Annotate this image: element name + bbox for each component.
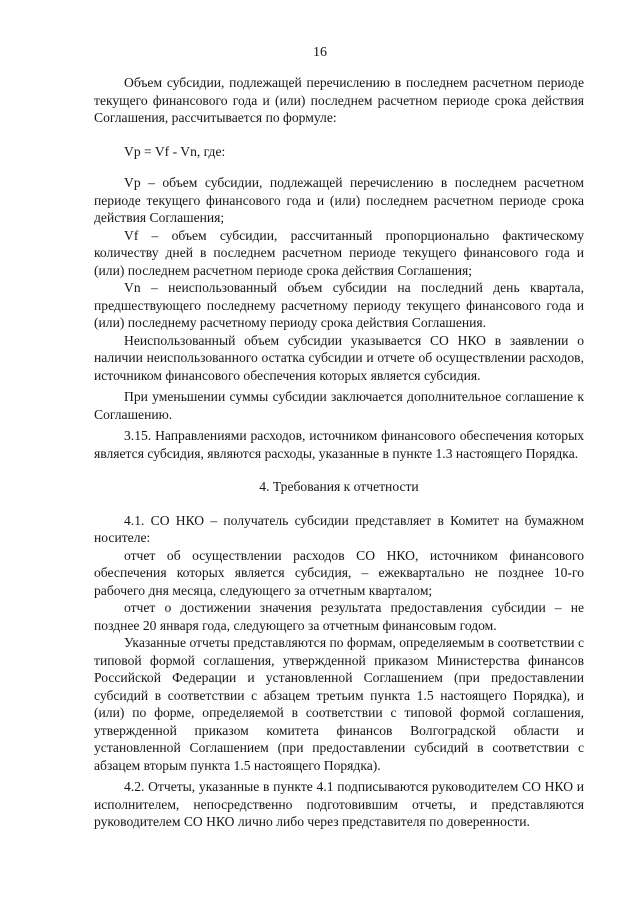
formula: Vp = Vf - Vn, где: (124, 143, 226, 159)
paragraph-unused-volume: Неиспользованный объем субсидии указывается СО НКО в заявлении о наличии неиспользованного остатка субсидии и отчете об осуществлении расходов, источником финансового обеспечения которых является субсидия. (94, 332, 584, 383)
paragraph-3-15: 3.15. Направлениями расходов, источником финансового обеспечения которых является субсидия, являются расходы, указанные в пункте 1.3 настоящего Порядка. (94, 428, 584, 461)
document-body (94, 74, 584, 831)
paragraph-4-2: 4.2. Отчеты, указанные в пункте 4.1 подписываются руководителем СО НКО и исполнителем, непосредственно подготовившим отчеты, и представляются руководителем СО НКО лично либо через представителя по доверенности. (94, 779, 584, 829)
paragraph-expense-report: отчет об осуществлении расходов СО НКО, источником финансового обеспечения которых является субсидия, – ежеквартально не позднее 10-го рабочего дня месяца, следующего за отчетным кварталом; (94, 547, 584, 598)
paragraph-subsidy-volume: Объем субсидии, подлежащей перечислению в последнем расчетном периоде текущего финансового года и (или) последнем расчетном периоде срока действия Соглашения, рассчитывается по формуле: (94, 75, 584, 125)
section-heading: 4. Требования к отчетности (259, 479, 419, 494)
paragraph-reduction: При уменьшении суммы субсидии заключается дополнительное соглашение к Соглашению. (94, 389, 584, 422)
paragraph-vf-definition: Vf – объем субсидии, рассчитанный пропорционально фактическому количеству дней в последнем расчетном периоде текущего финансового года и (или) последнем расчетном периоде срока действия Соглашения; (94, 227, 584, 278)
paragraph-result-report: отчет о достижении значения результата предоставления субсидии – не позднее 20 января года, следующего за отчетным финансовым годом. (94, 600, 584, 633)
paragraph-vn-definition: Vn – неиспользованный объем субсидии на последний день квартала, предшествующего последнему расчетному периоду текущего финансового года и (или) последнему расчетному периоду срока действия Соглашения. (94, 280, 584, 330)
paragraph-report-forms: Указанные отчеты представляются по формам, определяемым в соответствии с типовой формой соглашения, утвержденной приказом Министерства финансов Российской Федерации и установленной Соглашением (при предоставлении субсидий в соответствии с абзацем третьим пункта 1.5 настоящего Порядка), и (или) по форме, определяемой в соответствии с типовой формой соглашения, утвержденной приказом комитета финансов Волгоградской области и установленной Соглашением (при предоставлении субсидий в соответствии с абзацем вторым пункта 1.5 настоящего Порядка). (94, 635, 584, 773)
paragraph-4-1: 4.1. СО НКО – получатель субсидии представляет в Комитет на бумажном носителе: (94, 512, 584, 545)
paragraph-vp-definition: Vp – объем субсидии, подлежащей перечислению в последнем расчетном периоде текущего финансового года и (или) последнем расчетном периоде срока действия Соглашения; (94, 175, 584, 225)
page-number: 16 (313, 45, 327, 60)
